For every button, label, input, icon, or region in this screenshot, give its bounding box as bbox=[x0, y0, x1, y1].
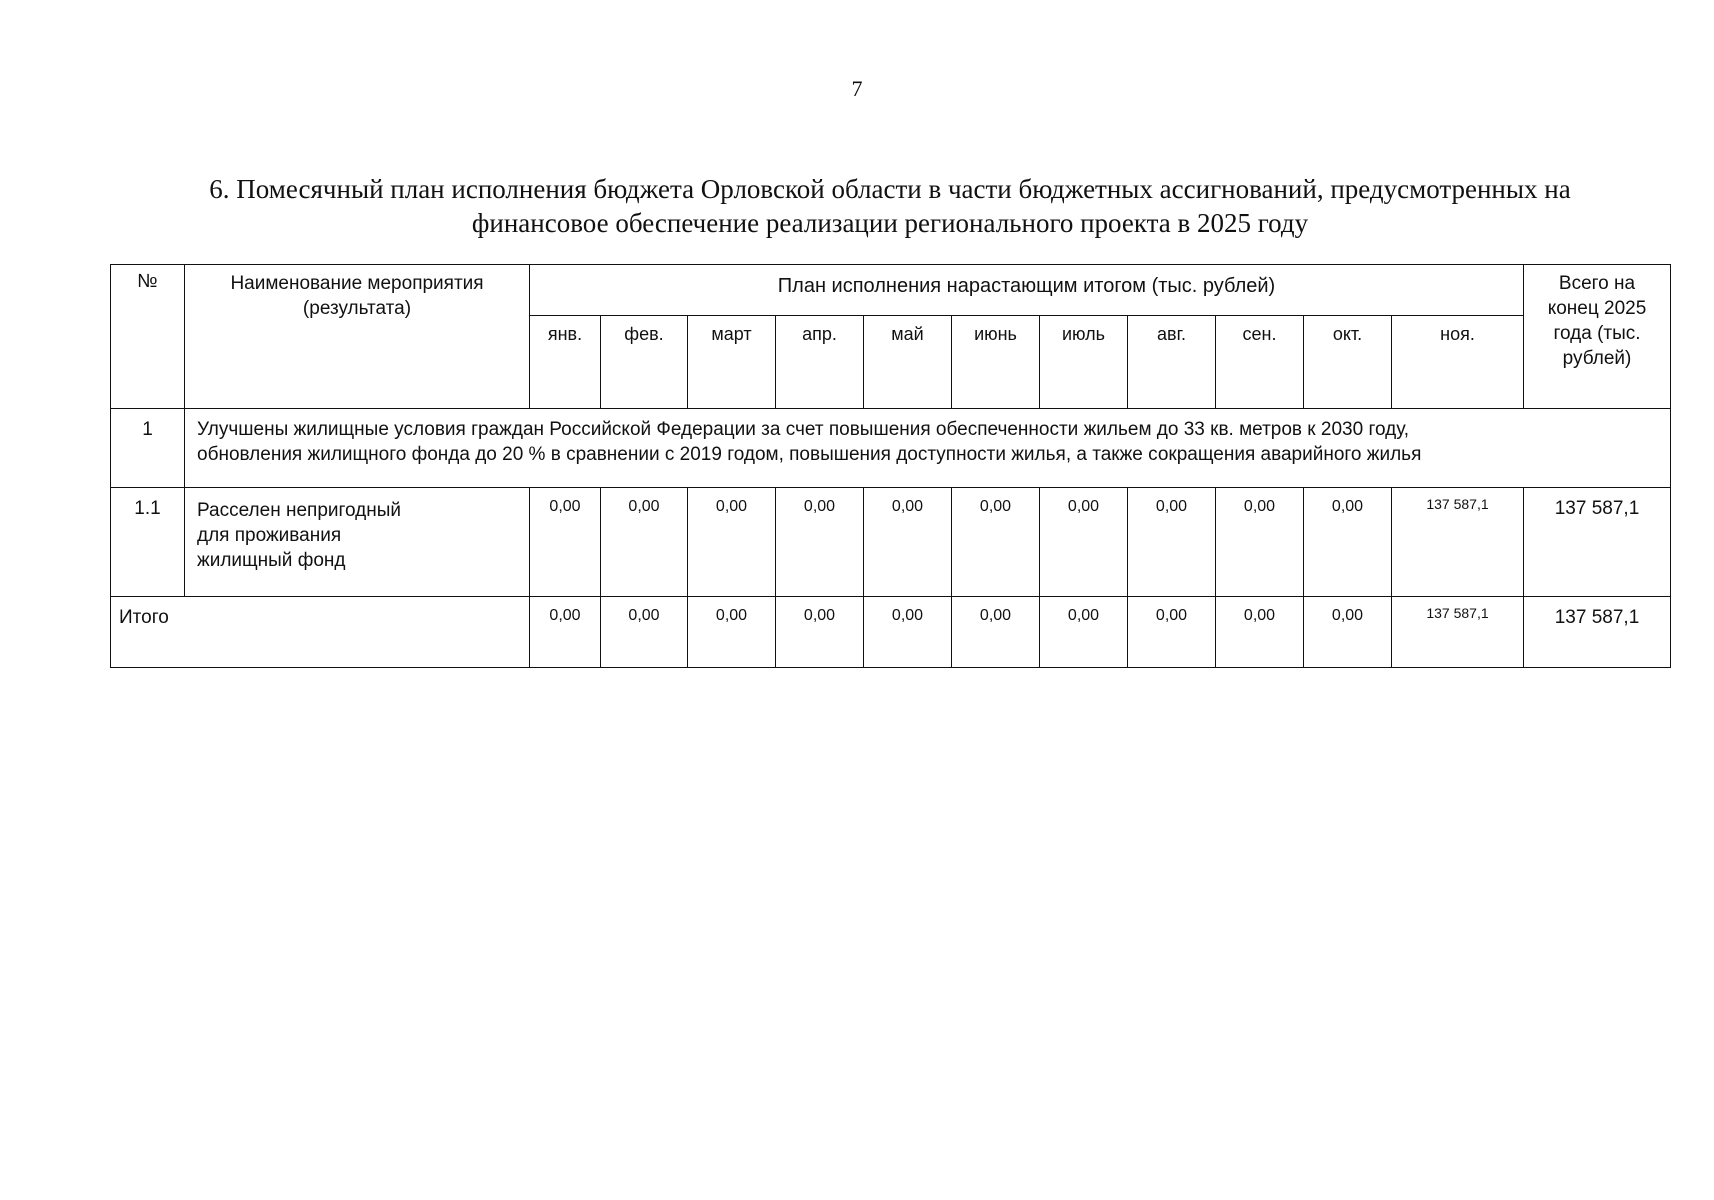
header-number: № bbox=[111, 265, 185, 409]
header-name-line-1: Наименование мероприятия bbox=[230, 273, 484, 294]
item-number: 1.1 bbox=[111, 488, 185, 597]
item-month-value: 0,00 bbox=[530, 488, 601, 597]
item-month-value: 0,00 bbox=[1216, 488, 1304, 597]
summary-month-value: 0,00 bbox=[1040, 597, 1128, 668]
header-total-line-2: конец 2025 bbox=[1547, 298, 1647, 319]
item-month-value: 0,00 bbox=[864, 488, 952, 597]
header-plan: План исполнения нарастающим итогом (тыс. рублей) bbox=[530, 265, 1524, 316]
month-header: фев. bbox=[601, 316, 688, 409]
summary-month-value: 0,00 bbox=[952, 597, 1040, 668]
header-total-line-4: рублей) bbox=[1562, 348, 1632, 369]
item-name-line-3: жилищный фонд bbox=[197, 550, 346, 571]
item-month-value: 0,00 bbox=[1304, 488, 1392, 597]
table-row bbox=[111, 488, 1671, 597]
month-header: июль bbox=[1040, 316, 1128, 409]
item-total: 137 587,1 bbox=[1524, 488, 1671, 597]
summary-month-value: 0,00 bbox=[1304, 597, 1392, 668]
month-header: янв. bbox=[530, 316, 601, 409]
summary-month-value: 137 587,1 bbox=[1392, 597, 1524, 668]
month-header: май bbox=[864, 316, 952, 409]
title-line-1: 6. Помесячный план исполнения бюджета Орловской области в части бюджетных ассигнований, предусмотренных на bbox=[209, 174, 1571, 204]
summary-label: Итого bbox=[111, 597, 530, 668]
section-number: 1 bbox=[111, 409, 185, 488]
item-name-line-1: Расселен непригодный bbox=[197, 500, 402, 521]
header-name-line-2: (результата) bbox=[302, 298, 412, 319]
summary-month-value: 0,00 bbox=[688, 597, 776, 668]
budget-plan-table bbox=[110, 264, 1671, 668]
item-month-value: 0,00 bbox=[1040, 488, 1128, 597]
document-title bbox=[140, 172, 1640, 240]
header-name bbox=[185, 265, 530, 409]
summary-month-value: 0,00 bbox=[1216, 597, 1304, 668]
month-header: сен. bbox=[1216, 316, 1304, 409]
item-name-line-2: для проживания bbox=[197, 525, 342, 546]
month-header: июнь bbox=[952, 316, 1040, 409]
summary-row bbox=[111, 597, 1671, 668]
item-name bbox=[185, 488, 530, 597]
item-month-value: 0,00 bbox=[1128, 488, 1216, 597]
item-month-value: 0,00 bbox=[601, 488, 688, 597]
month-header: авг. bbox=[1128, 316, 1216, 409]
summary-total: 137 587,1 bbox=[1524, 597, 1671, 668]
table-header-row bbox=[111, 265, 1671, 316]
item-month-value: 0,00 bbox=[688, 488, 776, 597]
summary-month-value: 0,00 bbox=[864, 597, 952, 668]
item-month-value: 0,00 bbox=[952, 488, 1040, 597]
item-month-value: 137 587,1 bbox=[1392, 488, 1524, 597]
section-text-line-2: обновления жилищного фонда до 20 % в сравнении с 2019 годом, повышения доступности жилья, а также сокращения аварийного жилья bbox=[197, 444, 1422, 465]
month-header: ноя. bbox=[1392, 316, 1524, 409]
section-text-line-1: Улучшены жилищные условия граждан Российской Федерации за счет повышения обеспеченности жильем до 33 кв. метров к 2030 году, bbox=[197, 419, 1410, 440]
header-total-line-1: Всего на bbox=[1558, 273, 1636, 294]
summary-month-value: 0,00 bbox=[776, 597, 864, 668]
month-header: апр. bbox=[776, 316, 864, 409]
month-header: март bbox=[688, 316, 776, 409]
section-text bbox=[185, 409, 1671, 488]
item-month-value: 0,00 bbox=[776, 488, 864, 597]
month-header: окт. bbox=[1304, 316, 1392, 409]
summary-month-value: 0,00 bbox=[1128, 597, 1216, 668]
title-line-2: финансовое обеспечение реализации регионального проекта в 2025 году bbox=[471, 208, 1309, 238]
section-row bbox=[111, 409, 1671, 488]
page-number: 7 bbox=[851, 76, 863, 101]
summary-month-value: 0,00 bbox=[530, 597, 601, 668]
header-total bbox=[1524, 265, 1671, 409]
header-total-line-3: года (тыс. bbox=[1553, 323, 1641, 344]
summary-month-value: 0,00 bbox=[601, 597, 688, 668]
